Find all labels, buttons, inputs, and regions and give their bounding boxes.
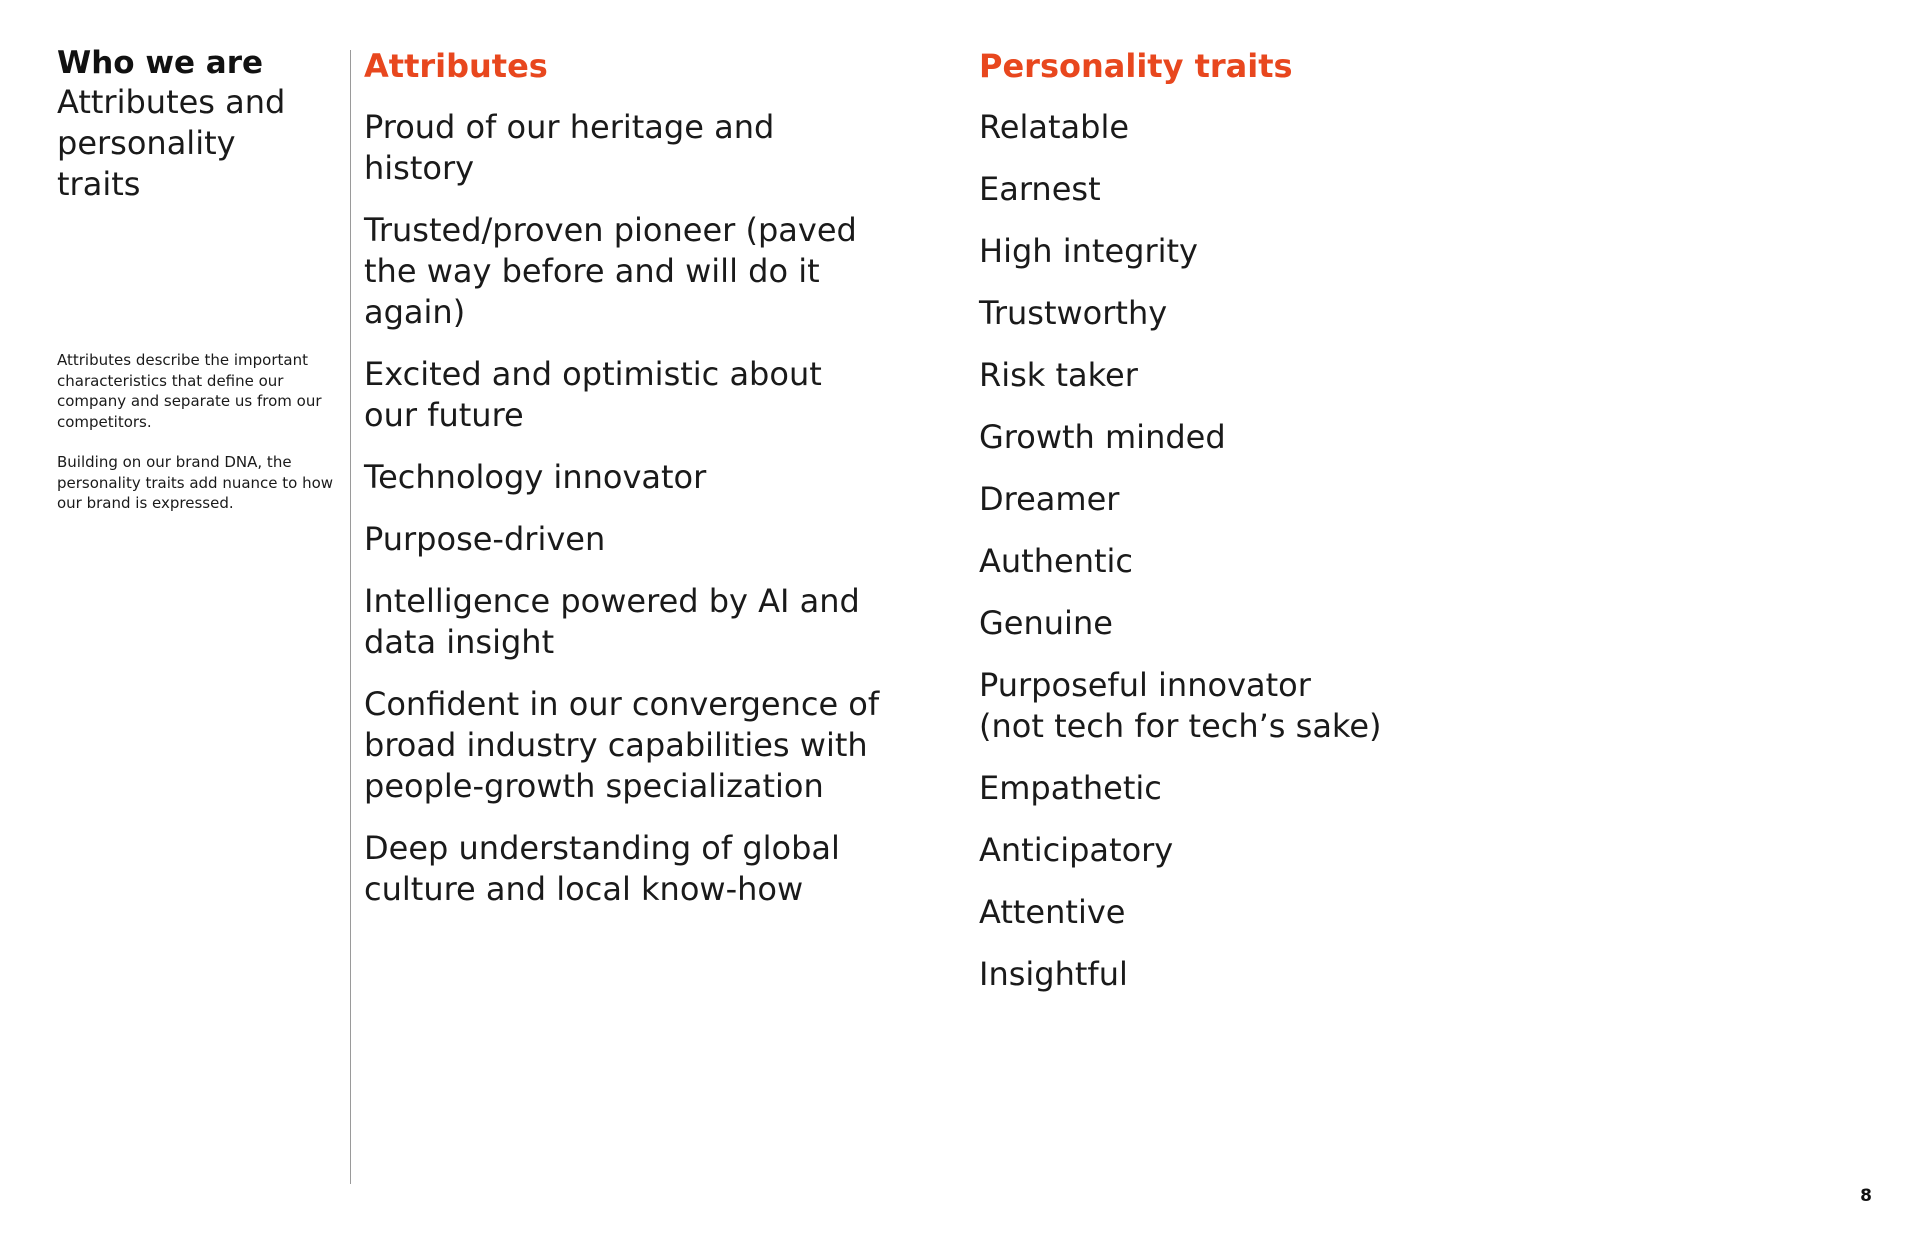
page-number: 8 xyxy=(1860,1186,1872,1206)
trait-item: Authentic xyxy=(979,542,1133,580)
description-paragraph-traits: Building on our brand DNA, the personality traits add nuance to how our brand is expressed. xyxy=(57,453,334,512)
section-title: Who we are xyxy=(57,45,264,81)
trait-item: Dreamer xyxy=(979,480,1120,518)
attribute-item: Confident in our convergence of broad industry capabilities with people-growth specialization xyxy=(364,685,880,805)
attribute-item: Excited and optimistic about our future xyxy=(364,355,822,434)
attributes-heading: Attributes xyxy=(364,47,548,85)
trait-item: Earnest xyxy=(979,170,1101,208)
attribute-item: Deep understanding of global culture and local know-how xyxy=(364,829,840,908)
vertical-divider xyxy=(350,50,351,1184)
attribute-item: Purpose-driven xyxy=(364,520,606,558)
trait-item: Purposeful innovator (not tech for tech’s sake) xyxy=(979,666,1382,745)
trait-item: Anticipatory xyxy=(979,831,1174,869)
trait-item: Trustworthy xyxy=(979,294,1168,332)
attribute-item: Technology innovator xyxy=(364,458,707,496)
trait-item: Genuine xyxy=(979,604,1113,642)
attributes-list xyxy=(364,107,884,910)
trait-item: Relatable xyxy=(979,108,1130,146)
trait-item: High integrity xyxy=(979,232,1198,270)
description-paragraph-attributes: Attributes describe the important characteristics that define our company and separate us from our competitors. xyxy=(57,351,322,431)
trait-item: Growth minded xyxy=(979,418,1226,456)
traits-heading: Personality traits xyxy=(979,47,1293,85)
trait-item: Attentive xyxy=(979,893,1126,931)
attribute-item: Intelligence powered by AI and data insight xyxy=(364,582,860,661)
trait-item: Empathetic xyxy=(979,769,1162,807)
traits-column xyxy=(979,46,1499,1016)
attribute-item: Proud of our heritage and history xyxy=(364,108,775,187)
intro-block xyxy=(57,44,347,205)
attributes-column xyxy=(364,46,884,931)
traits-list xyxy=(979,107,1499,995)
trait-item: Insightful xyxy=(979,955,1128,993)
description-block xyxy=(57,350,342,534)
trait-item: Risk taker xyxy=(979,356,1138,394)
attribute-item: Trusted/proven pioneer (paved the way before and will do it again) xyxy=(364,211,857,331)
section-subtitle: Attributes and personality traits xyxy=(57,83,286,203)
